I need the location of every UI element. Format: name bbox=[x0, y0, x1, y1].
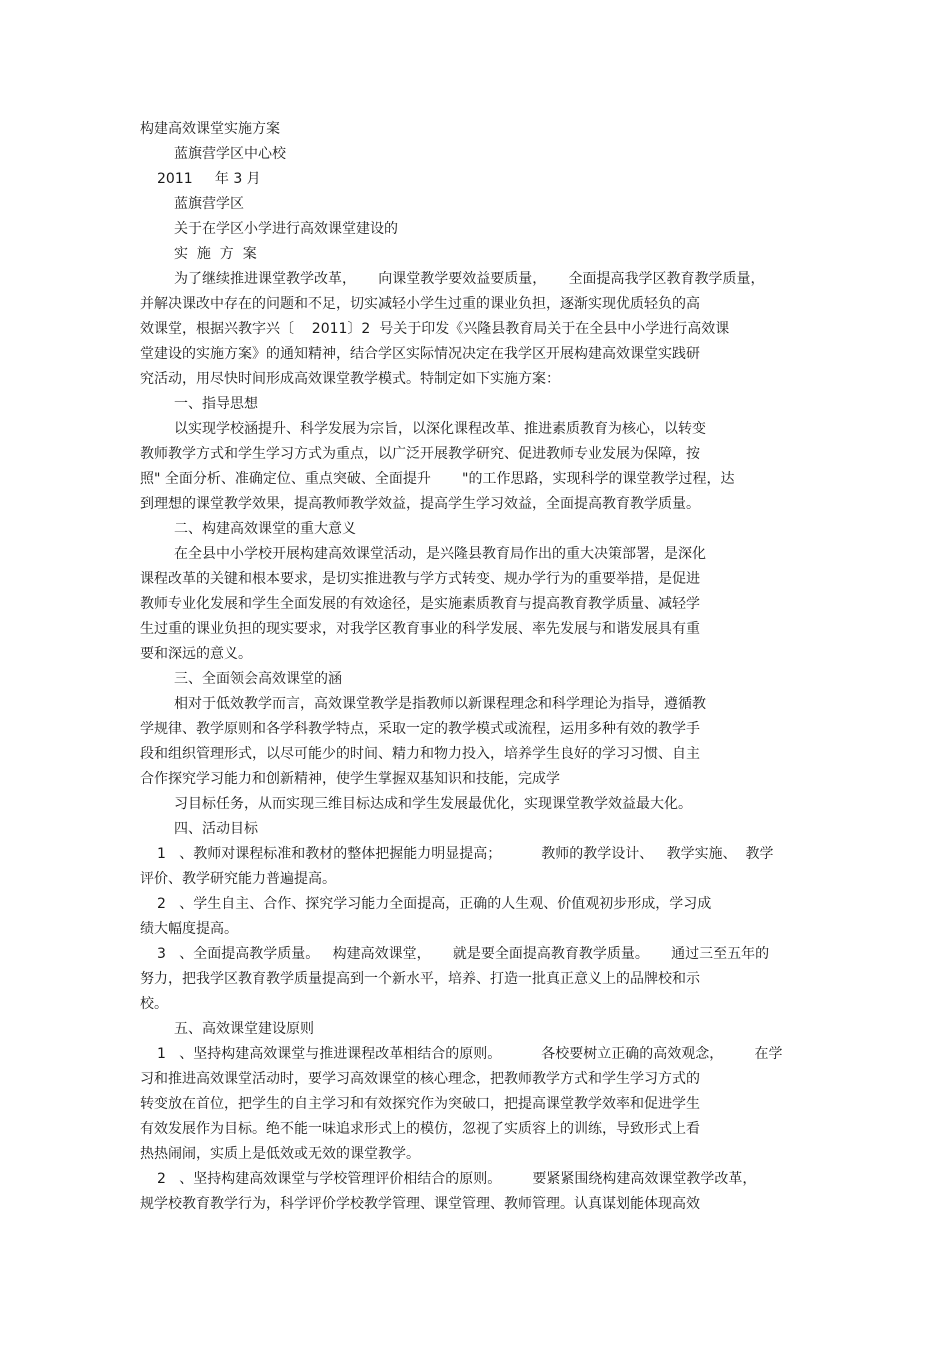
paragraph-line: 转变放在首位，把学生的自主学习和有效探究作为突破口，把提高课堂教学效率和促进学生 bbox=[140, 1096, 700, 1112]
paragraph-line: 以实现学校涵提升、科学发展为宗旨，以深化课程改革、推进素质教育为核心，以转变 bbox=[174, 421, 706, 437]
document-title: 构建高效课堂实施方案 bbox=[140, 121, 280, 137]
paragraph-line: 段和组织管理形式，以尽可能少的时间、精力和物力投入，培养学生良好的学习习惯、自主 bbox=[140, 746, 700, 762]
paragraph-line: 课程改革的关键和根本要求，是切实推进教与学方式转变、规办学行为的重要举措，是促进 bbox=[140, 571, 700, 587]
paragraph-line: 究活动，用尽快时间形成高效课堂教学模式。特制定如下实施方案： bbox=[140, 371, 560, 387]
paragraph-line: 合作探究学习能力和创新精神，使学生掌握双基知识和技能，完成学 bbox=[140, 771, 560, 787]
paragraph-line: 习和推进高效课堂活动时，要学习高效课堂的核心理念，把教师教学方式和学生学习方式的 bbox=[140, 1071, 700, 1087]
paragraph-line: 2 、坚持构建高效课堂与学校管理评价相结合的原则。 要紧紧围绕构建高效课堂教学改革， bbox=[157, 1171, 757, 1187]
section-heading: 四、活动目标 bbox=[174, 821, 258, 837]
paragraph-line: 1 、坚持构建高效课堂与推进课程改革相结合的原则。 各校要树立正确的高效观念， 在学 bbox=[157, 1046, 783, 1062]
paragraph-line: 规学校教育教学行为，科学评价学校教学管理、课堂管理、教师管理。认真谋划能体现高效 bbox=[140, 1196, 700, 1212]
paragraph-line: 绩大幅度提高。 bbox=[140, 921, 238, 937]
paragraph-line: 教师教学方式和学生学习方式为重点，以广泛开展教学研究、促进教师专业发展为保障，按 bbox=[140, 446, 700, 462]
paragraph-line: 3 、全面提高教学质量。 构建高效课堂， 就是要全面提高教育教学质量。 通过三至五年的 bbox=[157, 946, 770, 962]
paragraph-line: 1 、教师对课程标准和教材的整体把握能力明显提高； 教师的教学设计、 教学实施、 教学 bbox=[157, 846, 774, 862]
paragraph-line: 到理想的课堂教学效果，提高教师教学效益，提高学生学习效益，全面提高教育教学质量。 bbox=[140, 496, 700, 512]
paragraph-line: 要和深远的意义。 bbox=[140, 646, 252, 662]
paragraph-line: 2 、学生自主、合作、探究学习能力全面提高，正确的人生观、价值观初步形成，学习成 bbox=[157, 896, 712, 912]
plan-heading-line-2: 实 施 方 案 bbox=[174, 246, 257, 262]
paragraph-line: 在全县中小学校开展构建高效课堂活动，是兴隆县教育局作出的重大决策部署，是深化 bbox=[174, 546, 706, 562]
paragraph-line: 校。 bbox=[140, 996, 168, 1012]
paragraph-line: 努力，把我学区教育教学质量提高到一个新水平，培养、打造一批真正意义上的品牌校和示 bbox=[140, 971, 700, 987]
paragraph-line: 热热闹闹，实质上是低效或无效的课堂教学。 bbox=[140, 1146, 420, 1162]
paragraph-line: 有效发展作为目标。绝不能一味追求形式上的模仿，忽视了实质容上的训练，导致形式上看 bbox=[140, 1121, 700, 1137]
paragraph-line: 并解决课改中存在的问题和不足，切实减轻小学生过重的课业负担，逐渐实现优质轻负的高 bbox=[140, 296, 700, 312]
paragraph-line: 照" 全面分析、准确定位、重点突破、全面提升 "的工作思路，实现科学的课堂教学过程，达 bbox=[140, 471, 735, 487]
paragraph-line: 堂建设的实施方案》的通知精神，结合学区实际情况决定在我学区开展构建高效课堂实践研 bbox=[140, 346, 700, 362]
paragraph-line: 效课堂，根据兴教字兴〔 2011〕2 号关于印发《兴隆县教育局关于在全县中小学进行高效课 bbox=[140, 321, 730, 337]
issuer-school: 蓝旗营学区中心校 bbox=[174, 146, 286, 162]
paragraph-line: 习目标任务，从而实现三维目标达成和学生发展最优化，实现课堂教学效益最大化。 bbox=[174, 796, 692, 812]
section-heading: 二、构建高效课堂的重大意义 bbox=[174, 521, 356, 537]
section-heading: 三、全面领会高效课堂的涵 bbox=[174, 671, 342, 687]
section-heading: 一、指导思想 bbox=[174, 396, 258, 412]
paragraph-line: 学规律、教学原则和各学科教学特点，采取一定的教学模式或流程，运用多种有效的教学手 bbox=[140, 721, 700, 737]
paragraph-line: 教师专业化发展和学生全面发展的有效途径，是实施素质教育与提高教育教学质量、减轻学 bbox=[140, 596, 700, 612]
plan-heading-line-1: 关于在学区小学进行高效课堂建设的 bbox=[174, 221, 398, 237]
paragraph-line: 评价、教学研究能力普遍提高。 bbox=[140, 871, 336, 887]
paragraph-line: 相对于低效教学而言，高效课堂教学是指教师以新课程理念和科学理论为指导，遵循教 bbox=[174, 696, 706, 712]
issuer-district: 蓝旗营学区 bbox=[174, 196, 244, 212]
section-heading: 五、高效课堂建设原则 bbox=[174, 1021, 314, 1037]
paragraph-line: 生过重的课业负担的现实要求，对我学区教育事业的科学发展、率先发展与和谐发展具有重 bbox=[140, 621, 700, 637]
paragraph-line: 为了继续推进课堂教学改革， 向课堂教学要效益要质量， 全面提高我学区教育教学质量， bbox=[174, 271, 765, 287]
issue-date: 2011 年 3 月 bbox=[157, 171, 261, 187]
